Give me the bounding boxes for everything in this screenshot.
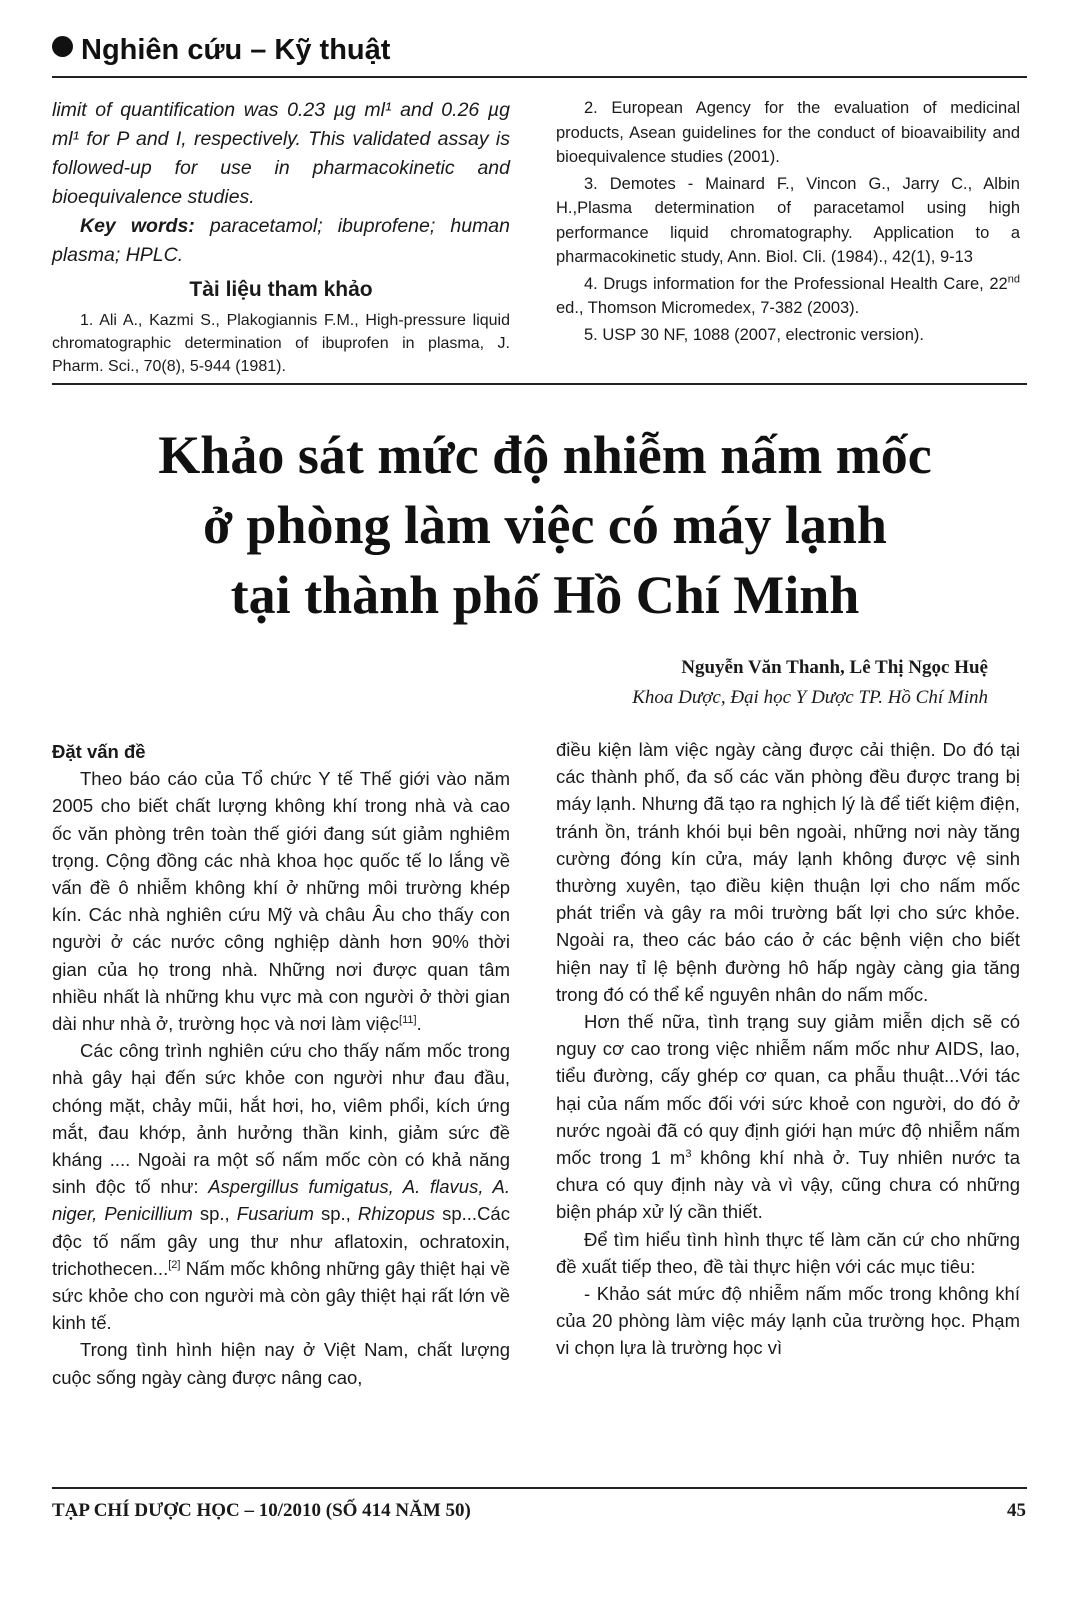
references-rule — [52, 383, 1027, 385]
paragraph: - Khảo sát mức độ nhiễm nấm mốc trong không khí của 20 phòng làm việc máy lạnh của trường học. Phạm vi chọn lựa là trường học vì — [556, 1283, 1020, 1359]
references-title: Tài liệu tham khảo — [189, 278, 373, 301]
authors-block — [632, 653, 988, 713]
footer-rule — [52, 1487, 1027, 1489]
paragraph-text: sp., — [192, 1203, 237, 1225]
page-number: 45 — [1007, 1500, 1026, 1521]
abstract-end: limit of quantification was 0.23 µg ml¹ and 0.26 µg ml¹ for P and I, respectively. This validated assay is followed-up for use in pharmacokinetic and bioequivalence studies. — [52, 99, 510, 208]
reference-4-sup: nd — [1007, 273, 1020, 285]
paragraph — [556, 1008, 1020, 1226]
paragraph: Trong tình hình hiện nay ở Việt Nam, chất lượng cuộc sống ngày càng được nâng cao, — [52, 1339, 510, 1388]
superscript: 3 — [685, 1147, 692, 1160]
section-header — [52, 34, 512, 67]
paragraph-text: Hơn thế nữa, tình trạng suy giảm miễn dịch sẽ có nguy cơ cao trong việc nhiễm nấm mốc như AIDS, lao, tiểu đường, cấy ghép cơ quan, ca phẫu thuật...Với tác hại của nấm mốc đối với sức khoẻ con người, do đó ở nước ngoài đã có quy định giới hạn mức độ nhiễm nấm mốc trong 1 m — [556, 1011, 1020, 1169]
header-rule — [52, 76, 1027, 78]
reference-1: 1. Ali A., Kazmi S., Plakogiannis F.M., High-pressure liquid chromatographic determination of ibuprofen in plasma, J. Pharm. Sci., 70(8), 5-944 (1981). — [52, 312, 510, 375]
species-name: Rhizopus — [357, 1203, 436, 1225]
journal-footer: TẠP CHÍ DƯỢC HỌC – 10/2010 (SỐ 414 NĂM 50) — [52, 1500, 471, 1521]
article-title-line-2: ở phòng làm việc có máy lạnh — [203, 495, 887, 555]
paragraph: Theo báo cáo của Tổ chức Y tế Thế giới vào năm 2005 cho biết chất lượng không khí trong nhà và cao ốc văn phòng trên toàn thế giới đang sút giảm nghiêm trọng. Cộng đồng các nhà khoa học quốc tế lo lắng về vấn đề ô nhiễm không khí ở những môi trường khép kín. Các nhà nghiên cứu Mỹ và châu Âu cho thấy con người ở các nước công nghiệp dành hơn 90% thời gian của họ trong nhà. Những nơi được quan tâm nhiều nhất là những khu vực mà con người ở thời gian dài như nhà ở, trường học và nơi làm việc[11]. — [52, 768, 510, 1035]
paragraph — [52, 1037, 510, 1336]
top-right-column — [556, 96, 1020, 349]
subheading-introduction: Đặt vấn đề — [52, 741, 146, 762]
paragraph-text: Các công trình nghiên cứu cho thấy nấm mốc trong nhà gây hại đến sức khỏe con người như đau đầu, chóng mặt, chảy mũi, hắt hơi, ho, viêm phổi, kích ứng mắt, đau khớp, ảnh hưởng thần kinh, giảm sức đề kháng .... Ngoài ra một số nấm mốc còn có khả năng sinh độc tố như: — [52, 1040, 510, 1198]
reference-5: 5. USP 30 NF, 1088 (2007, electronic version). — [584, 325, 924, 344]
paragraph: điều kiện làm việc ngày càng được cải thiện. Do đó tại các thành phố, đa số các văn phòng đều được trang bị máy lạnh. Nhưng đã tạo ra nghịch lý là để tiết kiệm điện, tránh ồn, tránh khói bụi bên ngoài, những nơi này tăng cường đóng kín cửa, máy lạnh không được vệ sinh thường xuyên, tạo điều kiện thuận lợi cho nấm mốc phát triển và gây ra môi trường bất lợi cho sức khỏe. Ngoài ra, theo các báo cáo ở các bệnh viện cho biết hiện nay tỉ lệ bệnh đường hô hấp ngày càng gia tăng trong đó có thể kể nguyên nhân do nấm mốc. — [556, 739, 1020, 1005]
species-name: Fusarium — [236, 1203, 314, 1225]
top-left-column — [52, 96, 510, 378]
reference-2: 2. European Agency for the evaluation of medicinal products, Asean guidelines for the conduct of bioavaibility and bioequivalence studies (2001). — [556, 99, 1020, 166]
keywords-label: Key words: — [80, 215, 195, 237]
keywords-text: paracetamol; ibuprofene; human plasma; HPLC. — [52, 215, 511, 266]
citation: [11] — [399, 1013, 417, 1026]
paragraph-text: sp., — [313, 1203, 358, 1225]
paragraph-text: Nấm mốc không những gây thiệt hại về sức khỏe cho con người mà còn gây thiệt hại rất lớn về kinh tế. — [52, 1257, 510, 1334]
reference-3: 3. Demotes - Mainard F., Vincon G., Jarry C., Albin H.,Plasma determination of paracetamol using high performance liquid chromatography. Application to a pharmacokinetic study, Ann. Biol. Cli. (1984)., 42(1), 9-13 — [556, 174, 1020, 266]
paragraph-text: Theo báo cáo của Tổ chức Y tế Thế giới vào năm 2005 cho biết chất lượng không khí trong nhà và cao ốc văn phòng trên toàn thế giới đang sút giảm nghiêm trọng. Cộng đồng các nhà khoa học quốc tế lo lắng về vấn đề ô nhiễm không khí ở những môi trường khép kín. Các nhà nghiên cứu Mỹ và châu Âu cho thấy con người ở các nước công nghiệp dành hơn 90% thời gian của họ trong nhà. Những nơi được quan tâm nhiều nhất là những khu vực mà con người ở thời gian dài như nhà ở, trường học và nơi làm việc — [52, 768, 510, 1035]
bullet-dot-icon — [52, 36, 73, 57]
article-title-line-1: Khảo sát mức độ nhiễm nấm mốc — [158, 425, 932, 485]
species-names: Aspergillus fumigatus, A. flavus, A. niger, Penicillium — [52, 1176, 510, 1225]
paragraph-text: sp...Các độc tố nấm gây ung thư như aflatoxin, ochratoxin, trichothecen... — [52, 1203, 510, 1279]
author-affiliation: Khoa Dược, Đại học Y Dược TP. Hồ Chí Minh — [632, 687, 988, 708]
reference-4-rest: ed., Thomson Micromedex, 7-382 (2003). — [556, 299, 860, 317]
section-title: Nghiên cứu – Kỹ thuật — [81, 34, 391, 66]
reference-4 — [556, 272, 1020, 321]
author-names: Nguyễn Văn Thanh, Lê Thị Ngọc Huệ — [681, 657, 988, 678]
body-right-column — [556, 736, 1020, 1362]
body-left-column — [52, 738, 510, 1391]
article-title-line-3: tại thành phố Hồ Chí Minh — [230, 565, 860, 625]
paragraph-text: không khí nhà ở. Tuy nhiên nước ta chưa có quy định này và vì vậy, cũng chưa có những biện pháp xử lý cần thiết. — [556, 1147, 1020, 1223]
keywords — [52, 212, 510, 270]
citation: [2] — [168, 1258, 181, 1271]
paragraph: Để tìm hiểu tình hình thực tế làm căn cứ cho những đề xuất tiếp theo, đề tài thực hiện với các mục tiêu: — [556, 1228, 1020, 1277]
reference-4-text: 4. Drugs information for the Professional Health Care, 22 — [584, 274, 1008, 293]
